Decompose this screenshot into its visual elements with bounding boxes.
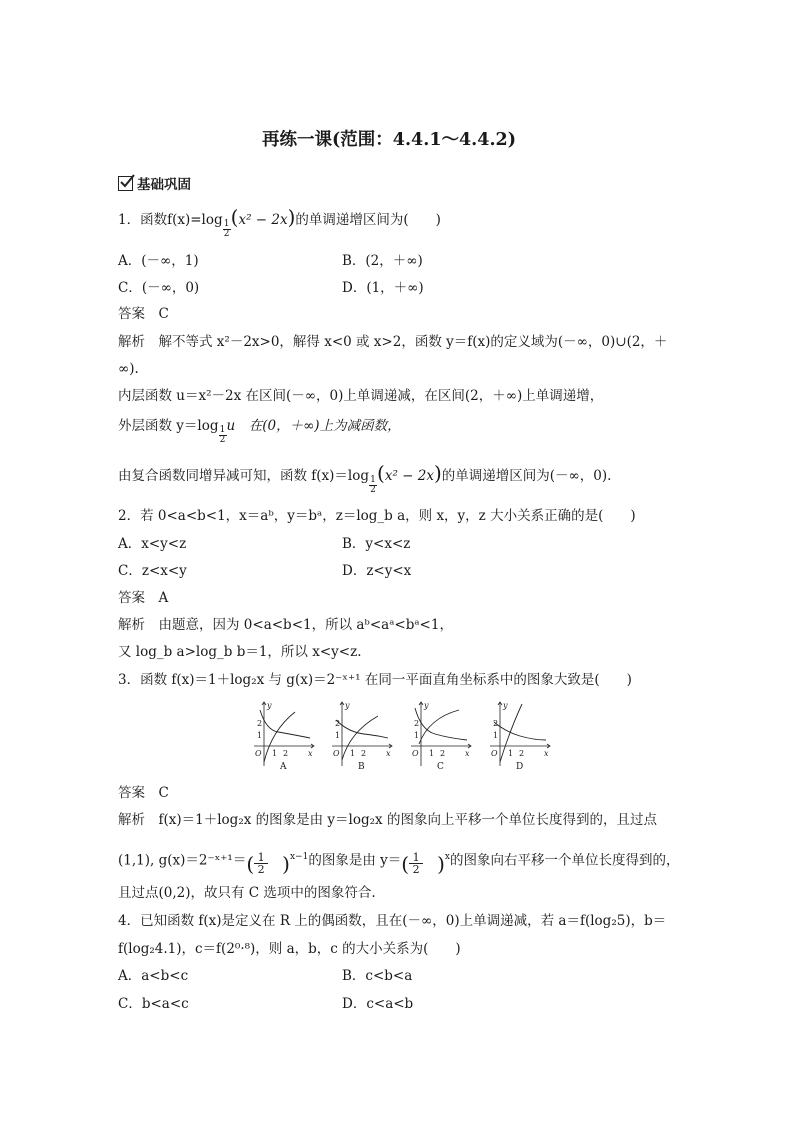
q3-graph-b	[328, 700, 396, 770]
q1-solution-3a: 外层函数 y＝log	[118, 418, 219, 434]
graph-label: B	[358, 762, 365, 772]
q3-solution-2b: 的图象是由 y＝	[308, 852, 402, 869]
q1-option-b: B．(2，＋∞)	[342, 253, 423, 269]
q1-log-argument: x² − 2x	[238, 212, 288, 228]
q2-stem: 2．若 0<a<b<1，x＝aᵇ，y＝bᵃ，z＝log_b a，则 x，y，z 大小关系正确的是( )	[118, 508, 636, 524]
y-tick-1: 1	[414, 731, 420, 740]
curve-2	[419, 710, 459, 744]
q1-solution-4a: 由复合函数同增异减可知，函数 f(x)＝log	[118, 468, 370, 484]
q4-stem-1: 4．已知函数 f(x)是定义在 R 上的偶函数，且在(－∞，0)上单调递减，若 a＝f(log₂5)，b＝	[118, 913, 667, 929]
q2-option-d: D．z<y<x	[342, 563, 412, 579]
graph-svg	[407, 700, 475, 770]
x-tick-2: 2	[440, 749, 446, 758]
q1-option-a: A．(－∞，1)	[118, 253, 199, 269]
x-axis-label: x	[465, 749, 470, 758]
q3-exponent-1: x−1	[289, 852, 309, 862]
q1-answer: 答案 C	[118, 306, 169, 322]
q3-fraction-1: $\frac{1}{2}$	[254, 852, 268, 875]
section-title: 基础巩固	[137, 177, 191, 193]
q3-solution-3: 且过点(0,2)，故只有 C 选项中的图象符合.	[118, 885, 376, 901]
q1-option-c: C．(－∞，0)	[118, 280, 200, 296]
q2-option-b: B．y<x<z	[342, 536, 411, 552]
origin-label: O	[255, 749, 262, 758]
q1-stem-prefix: 1．函数	[118, 212, 168, 228]
q3-solution-2: (1,1), g(x)＝2⁻ˣ⁺¹＝( $\frac{1}{2}$ )$^{x-1}$的图象是由 y＝( $\frac{1}{2}$ )$^x$的图象向右平移一个单位长度得到的，	[118, 850, 680, 876]
x-tick-2: 2	[283, 749, 289, 758]
q1-sol4-argument: x² − 2x	[384, 468, 434, 484]
checkbox-icon	[118, 176, 133, 191]
q1-stem: 1．函数f(x)=log $\frac{1}{2}$ (x² − 2x)的单调递增区间为( )	[118, 205, 441, 239]
x-axis-label: x	[544, 749, 549, 758]
graph-svg	[486, 700, 554, 770]
q1-sol3-log-base: $\frac{1}{2}$	[219, 425, 226, 445]
q3-solution-1: 解析 f(x)＝1＋log₂x 的图象是由 y＝log₂x 的图象向上平移一个单位长度得到的，且过点	[118, 812, 657, 828]
y-axis-label: y	[267, 701, 272, 710]
y-tick-2: 2	[335, 719, 341, 728]
q3-graph-d	[486, 700, 554, 770]
x-tick-1: 1	[272, 749, 278, 758]
curve-2	[342, 716, 378, 760]
q1-solution-2: 内层函数 u＝x²－2x 在区间(－∞，0)上单调递减，在区间(2，＋∞)上单调递增，	[118, 388, 604, 404]
x-axis-label: x	[308, 749, 313, 758]
q4-stem-2: f(log₂4.1)，c＝f(2⁰·⁸)，则 a，b，c 的大小关系为( )	[118, 941, 461, 957]
q1-solution-4b: 的单调递增区间为(－∞，0).	[441, 468, 612, 484]
curve-2	[264, 712, 295, 762]
curve-1	[336, 720, 388, 738]
q1-function: f(x)=log	[167, 212, 223, 228]
x-tick-1: 1	[508, 749, 514, 758]
q1-sol4-log-base: $\frac{1}{2}$	[370, 475, 376, 495]
x-tick-2: 2	[361, 749, 367, 758]
origin-label: O	[412, 749, 419, 758]
q3-frac-open: (	[246, 851, 255, 876]
y-tick-1: 1	[335, 731, 341, 740]
q4-option-c: C．b<a<c	[118, 996, 189, 1012]
x-tick-1: 1	[350, 749, 356, 758]
q3-answer: 答案 C	[118, 785, 169, 801]
x-tick-2: 2	[519, 749, 525, 758]
q1-solution-3b: u 在(0，＋∞)上为减函数，	[226, 418, 401, 434]
y-axis-label: y	[503, 701, 508, 710]
q4-option-b: B．c<b<a	[342, 968, 413, 984]
q2-option-a: A．x<y<z	[118, 536, 187, 552]
graph-label: D	[516, 762, 524, 772]
q3-solution-2c: 的图象向右平移一个单位长度得到的，	[449, 852, 680, 869]
q1-solution-3	[118, 417, 401, 445]
graph-label: C	[437, 762, 444, 772]
q2-option-c: C．z<x<y	[118, 563, 187, 579]
q3-exponent-2: x	[444, 852, 450, 862]
q2-solution-2: 又 log_b a>log_b b＝1，所以 x<y<z.	[118, 644, 362, 660]
page-title: 再练一课(范围：4.4.1～4.4.2)	[262, 130, 516, 150]
graph-label: A	[280, 762, 287, 772]
y-tick-2: 2	[493, 719, 499, 728]
graph-svg	[250, 700, 318, 770]
x-tick-1: 1	[429, 749, 435, 758]
y-tick-1: 1	[257, 731, 263, 740]
q4-option-d: D．c<a<b	[342, 996, 414, 1012]
q3-stem: 3．函数 f(x)＝1＋log₂x 与 g(x)＝2⁻ˣ⁺¹ 在同一平面直角坐标系中的图象大致是( )	[118, 672, 632, 688]
q3-fraction-2: $\frac{1}{2}$	[409, 852, 423, 875]
origin-label: O	[491, 749, 498, 758]
q2-solution-1: 解析 由题意，因为 0<a<b<1，所以 aᵇ<aᵃ<bᵃ<1，	[118, 617, 453, 633]
y-axis-label: y	[424, 701, 429, 710]
x-axis-label: x	[386, 749, 391, 758]
q3-graph-a	[250, 700, 318, 770]
y-tick-2: 2	[257, 719, 263, 728]
q1-stem-suffix: 的单调递增区间为( )	[295, 212, 441, 228]
curve-1	[260, 710, 310, 738]
q3-solution-2a: (1,1), g(x)＝2⁻ˣ⁺¹＝	[118, 852, 247, 869]
q1-solution-1b: ∞).	[118, 361, 139, 377]
origin-label: O	[333, 749, 340, 758]
y-tick-1: 1	[493, 731, 499, 740]
curve-1	[494, 722, 546, 740]
q2-answer: 答案 A	[118, 590, 169, 606]
y-tick-2: 2	[414, 719, 420, 728]
graph-svg	[328, 700, 396, 770]
q1-solution-4: 由复合函数同增异减可知，函数 f(x)＝log $\frac{1}{2}$ (x² − 2x)的单调递增区间为(－∞，0).	[118, 461, 612, 495]
y-axis-label: y	[345, 701, 350, 710]
q1-solution-1: 解析 解不等式 x²－2x>0，解得 x<0 或 x>2，函数 y＝f(x)的定义域为(－∞，0)∪(2，＋	[118, 334, 668, 350]
q1-log-base: $\frac{1}{2}$	[223, 219, 230, 239]
q4-option-a: A．a<b<c	[118, 968, 189, 984]
q3-graph-c	[407, 700, 475, 770]
section-header	[118, 173, 191, 193]
q1-option-d: D．(1，＋∞)	[342, 280, 424, 296]
